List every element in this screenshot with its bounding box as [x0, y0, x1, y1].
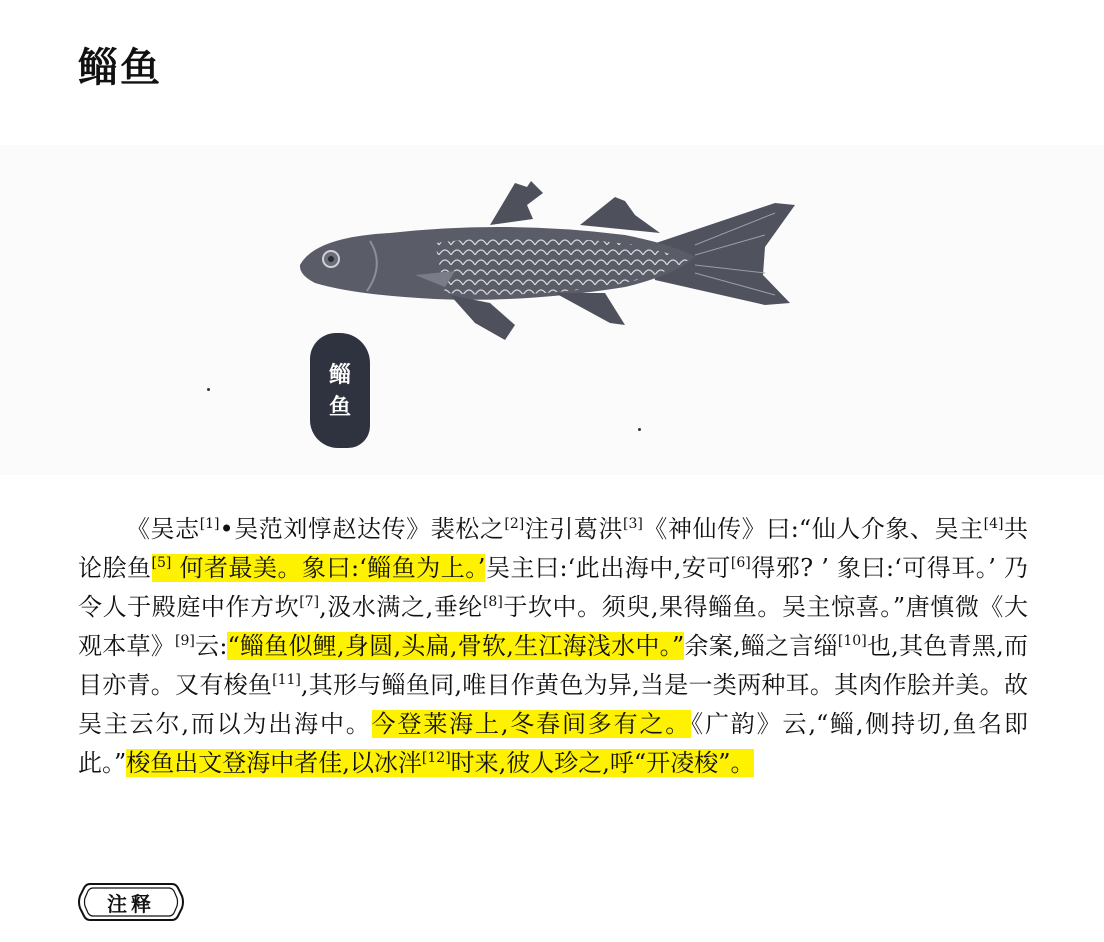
speck [207, 388, 210, 391]
text-run: 梭鱼出文登海中者佳,以冰泮 [126, 749, 422, 777]
text-run: 《吴志 [126, 515, 200, 543]
text-run: 得邪? ’ 象曰:‘可得耳。’ 乃令人于殿庭中作方坎 [78, 554, 1029, 621]
paragraph [78, 510, 1028, 783]
text-run: 余案,鲻之言缁 [684, 632, 838, 660]
notes-heading [76, 880, 186, 924]
fish-name-seal [310, 333, 370, 448]
text-run: 何者最美。象曰:‘鲻鱼为上。’ [179, 554, 486, 582]
highlighted-text [152, 554, 486, 582]
footnote-ref: [7] [299, 594, 320, 610]
text-run: ,其形与鲻鱼同,唯目作黄色为异,当是一类两种耳。其肉作脍并美。故吴主云尔,而以为出海中。 [78, 671, 1028, 738]
text-run: 于坎中。须臾,果得鲻鱼。吴主惊喜。”唐慎微《大观本草》 [78, 593, 1028, 660]
footnote-ref: [5] [151, 555, 172, 571]
footnote-ref: [2] [504, 516, 525, 532]
highlighted-text [126, 749, 754, 777]
text-run: 吴主曰:‘此出海中,安可 [485, 554, 731, 582]
text-run: 共论脍鱼 [78, 515, 1029, 582]
text-run: •吴范刘惇赵达传》裴松之 [219, 515, 505, 543]
footnote-ref: [4] [983, 516, 1004, 532]
footnote-ref: [3] [623, 516, 643, 532]
text-run: 云: [194, 632, 228, 660]
seal-char: 鲻 [328, 361, 351, 388]
footnote-ref: [9] [175, 633, 195, 649]
text-run: 《神仙传》曰:“仙人介象、吴主 [642, 515, 984, 543]
seal-char: 鱼 [328, 393, 351, 420]
text-run: ,汲水满之,垂纶 [319, 593, 483, 621]
speck [638, 428, 641, 431]
body-text [78, 510, 1028, 783]
footnote-ref: [6] [730, 555, 751, 571]
fish-illustration [295, 175, 805, 355]
text-run: 时来,彼人珍之,呼“开凌梭”。 [450, 749, 755, 777]
text-run: 《广韵》云,“鲻,侧持切,鱼名即此。” [78, 710, 1028, 777]
text-run: 注引葛洪 [524, 515, 624, 543]
footnote-ref: [11] [272, 672, 301, 688]
footnote-ref: [1] [199, 516, 220, 532]
text-run: 也,其色青黑,而目亦青。又有梭鱼 [78, 632, 1028, 699]
highlighted-text: “鲻鱼似鲤,身圆,头扁,骨软,生江海浅水中。” [227, 632, 685, 660]
footnote-ref: [12] [421, 750, 451, 766]
page-title: 鲻鱼 [78, 45, 162, 91]
footnote-ref: [8] [482, 594, 503, 610]
highlighted-text: 今登莱海上,冬春间多有之。 [371, 710, 692, 738]
notes-heading-label: 注释 [107, 891, 155, 916]
footnote-ref: [10] [837, 633, 867, 649]
